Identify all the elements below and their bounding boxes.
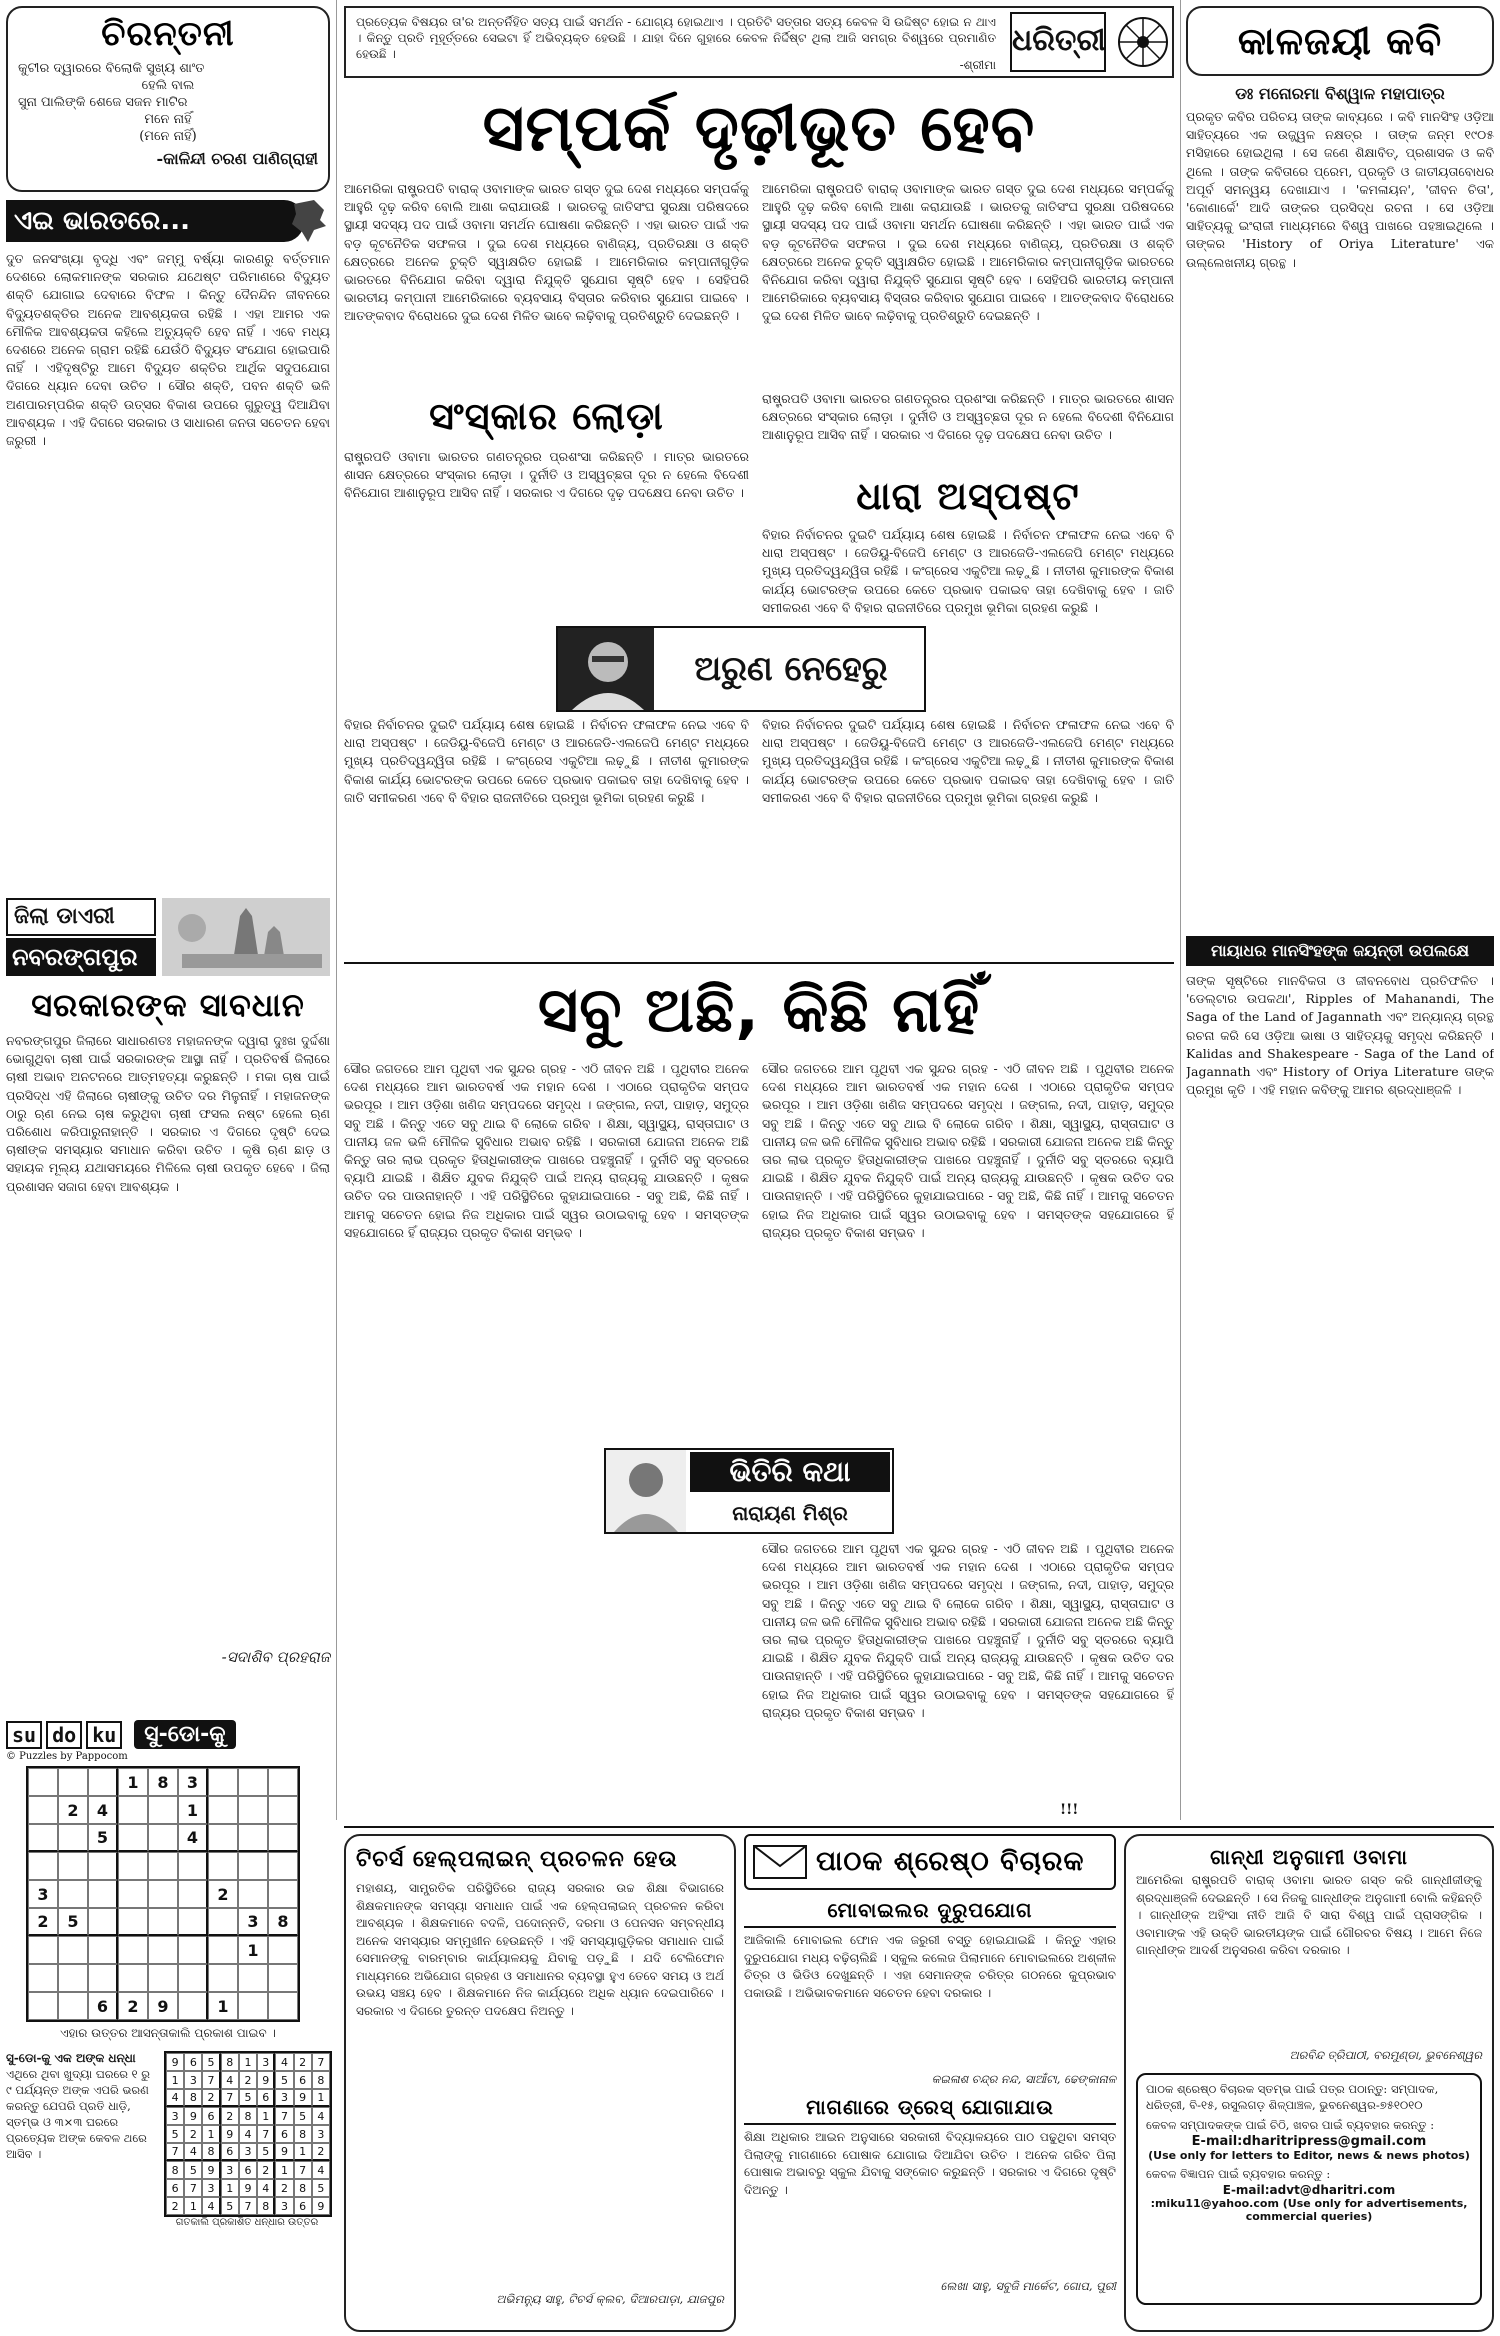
sudoku-cell[interactable]	[148, 1936, 178, 1964]
temple-photo	[162, 898, 330, 976]
sudoku-cell[interactable]	[58, 1768, 88, 1796]
sudoku-prev-cell: 8	[221, 2053, 239, 2071]
column-divider	[1180, 0, 1181, 1820]
sudoku-prev-cell: 8	[312, 2071, 330, 2089]
sudoku-prev-cell: 7	[184, 2179, 202, 2197]
sudoku-bottom	[6, 2051, 330, 2228]
arun-nehru-name: ଅରୁଣ ନେହେରୁ	[694, 649, 888, 689]
contact-email-ads-alt[interactable]: :miku11@yahoo.com (Use only for advertisements, commercial queries)	[1150, 2197, 1468, 2223]
masthead	[344, 6, 1174, 78]
sudoku-cell[interactable]: 5	[58, 1908, 88, 1936]
sudoku-cell[interactable]	[118, 1796, 148, 1824]
sudoku-prev-note: ଗତକାଲି ପ୍ରକାଶିତ ଧନ୍ଧାର ଉତ୍ତର	[175, 2217, 319, 2228]
sudoku-prev-cell: 6	[202, 2107, 220, 2125]
editorial-body-col2: ଆମେରିକା ରାଷ୍ଟ୍ରପତି ବାରାକ୍ ଓବାମାଙ୍କ ଭାରତ ଗସ୍ତ ଦୁଇ ଦେଶ ମଧ୍ୟରେ ସମ୍ପର୍କକୁ ଆହୁରି ଦୃଢ଼ କରିବ ବୋଲି ଆଶା କରାଯାଉଛି । ଭାରତକୁ ଜାତିସଂଘ ସୁରକ୍ଷା ପରିଷଦରେ ସ୍ଥାୟୀ ସଦସ୍ୟ ପଦ ପାଇଁ ଓବାମା ସମର୍ଥନ ଘୋଷଣା କରିଛନ୍ତି । ଏହା ଭାରତ ପାଇଁ ଏକ ବଡ଼ କୂଟନୈତିକ ସଫଳତା । ଦୁଇ ଦେଶ ମଧ୍ୟରେ ବାଣିଜ୍ୟ, ପ୍ରତିରକ୍ଷା ଓ ଶକ୍ତି କ୍ଷେତ୍ରରେ ଅନେକ ଚୁକ୍ତି ସ୍ୱାକ୍ଷରିତ ହୋଇଛି । ଆମେରିକାର କମ୍ପାନୀଗୁଡ଼ିକ ଭାରତରେ ବିନିଯୋଗ କରିବା ଦ୍ୱାରା ନିଯୁକ୍ତି ସୁଯୋଗ ସୃଷ୍ଟି ହେବ । ସେହିପରି ଭାରତୀୟ କମ୍ପାନୀ ଆମେରିକାରେ ବ୍ୟବସାୟ ବିସ୍ତାର କରିବାର ସୁଯୋଗ ପାଇବେ । ଆତଙ୍କବାଦ ବିରୋଧରେ ଦୁଇ ଦେଶ ମିଳିତ ଭାବେ ଲଢ଼ିବାକୁ ପ୍ରତିଶ୍ରୁତି ଦେଇଛନ୍ତି ।	[762, 181, 1174, 324]
dress-author: ଲେଖା ସାହୁ, ସବୁଜି ମାର୍କେଟ, ଗୋପ, ପୁରୀ	[940, 2279, 1116, 2293]
sudoku-cell[interactable]	[88, 1936, 118, 1964]
sabu-achhi-ending: !!!	[1060, 1802, 1079, 1818]
sabu-achhi-body-col3: ସୌର ଜଗତରେ ଆମ ପୃଥିବୀ ଏକ ସୁନ୍ଦର ଗ୍ରହ - ଏଠି ଜୀବନ ଅଛି । ପୃଥିବୀର ଅନେକ ଦେଶ ମଧ୍ୟରେ ଆମ ଭାରତବର୍ଷ ଏକ ମହାନ ଦେଶ । ଏଠାରେ ପ୍ରାକୃତିକ ସମ୍ପଦ ଭରପୂର । ଆମ ଓଡ଼ିଶା ଖଣିଜ ସମ୍ପଦରେ ସମୃଦ୍ଧ । ଜଙ୍ଗଲ, ନଦୀ, ପାହାଡ଼, ସମୁଦ୍ର ସବୁ ଅଛି । କିନ୍ତୁ ଏତେ ସବୁ ଥାଇ ବି ଲୋକେ ଗରିବ । ଶିକ୍ଷା, ସ୍ୱାସ୍ଥ୍ୟ, ରାସ୍ତାଘାଟ ଓ ପାନୀୟ ଜଳ ଭଳି ମୌଳିକ ସୁବିଧାର ଅଭାବ ରହିଛି । ସରକାରୀ ଯୋଜନା ଅନେକ ଅଛି କିନ୍ତୁ ତାର ଲାଭ ପ୍ରକୃତ ହିତାଧିକାରୀଙ୍କ ପାଖରେ ପହଞ୍ଚୁନାହିଁ । ଦୁର୍ନୀତି ସବୁ ସ୍ତରରେ ବ୍ୟାପି ଯାଇଛି । ଶିକ୍ଷିତ ଯୁବକ ନିଯୁକ୍ତି ପାଇଁ ଅନ୍ୟ ରାଜ୍ୟକୁ ଯାଉଛନ୍ତି । କୃଷକ ଉଚିତ ଦର ପାଉନାହାନ୍ତି । ଏହି ପରିସ୍ଥିତିରେ କୁହାଯାଇପାରେ - ସବୁ ଅଛି, କିଛି ନାହିଁ । ଆମକୁ ସଚେତନ ହୋଇ ନିଜ ଅଧିକାର ପାଇଁ ସ୍ୱର ଉଠାଇବାକୁ ହେବ । ସମସ୍ତଙ୍କ ସହଯୋଗରେ ହିଁ ରାଜ୍ୟର ପ୍ରକୃତ ବିକାଶ ସମ୍ଭବ ।	[762, 1541, 1174, 1720]
poem-line: କୁଟୀର ଦ୍ୱାରରେ ବିଲୋକି ସୁଖ୍ୟ ଶାଂତ	[18, 61, 205, 76]
sudoku-prev-cell: 6	[184, 2053, 202, 2071]
sudoku-cell[interactable]: 2	[58, 1796, 88, 1824]
sudoku-prev-cell: 7	[294, 2161, 312, 2179]
sudoku-prev-cell: 9	[166, 2053, 184, 2071]
sudoku-prev-cell: 7	[202, 2071, 220, 2089]
sudoku-prev-cell: 7	[312, 2053, 330, 2071]
sudoku-cell[interactable]: 2	[28, 1908, 58, 1936]
sudoku-cell[interactable]	[118, 1964, 148, 1992]
sudoku-prev-cell: 1	[312, 2089, 330, 2107]
section-rule	[344, 962, 1174, 964]
sabu-achhi-body-col1: ସୌର ଜଗତରେ ଆମ ପୃଥିବୀ ଏକ ସୁନ୍ଦର ଗ୍ରହ - ଏଠି ଜୀବନ ଅଛି । ପୃଥିବୀର ଅନେକ ଦେଶ ମଧ୍ୟରେ ଆମ ଭାରତବର୍ଷ ଏକ ମହାନ ଦେଶ । ଏଠାରେ ପ୍ରାକୃତିକ ସମ୍ପଦ ଭରପୂର । ଆମ ଓଡ଼ିଶା ଖଣିଜ ସମ୍ପଦରେ ସମୃଦ୍ଧ । ଜଙ୍ଗଲ, ନଦୀ, ପାହାଡ଼, ସମୁଦ୍ର ସବୁ ଅଛି । କିନ୍ତୁ ଏତେ ସବୁ ଥାଇ ବି ଲୋକେ ଗରିବ । ଶିକ୍ଷା, ସ୍ୱାସ୍ଥ୍ୟ, ରାସ୍ତାଘାଟ ଓ ପାନୀୟ ଜଳ ଭଳି ମୌଳିକ ସୁବିଧାର ଅଭାବ ରହିଛି । ସରକାରୀ ଯୋଜନା ଅନେକ ଅଛି କିନ୍ତୁ ତାର ଲାଭ ପ୍ରକୃତ ହିତାଧିକାରୀଙ୍କ ପାଖରେ ପହଞ୍ଚୁନାହିଁ । ଦୁର୍ନୀତି ସବୁ ସ୍ତରରେ ବ୍ୟାପି ଯାଇଛି । ଶିକ୍ଷିତ ଯୁବକ ନିଯୁକ୍ତି ପାଇଁ ଅନ୍ୟ ରାଜ୍ୟକୁ ଯାଉଛନ୍ତି । କୃଷକ ଉଚିତ ଦର ପାଉନାହାନ୍ତି । ଏହି ପରିସ୍ଥିତିରେ କୁହାଯାଇପାରେ - ସବୁ ଅଛି, କିଛି ନାହିଁ । ଆମକୁ ସଚେତନ ହୋଇ ନିଜ ଅଧିକାର ପାଇଁ ସ୍ୱର ଉଠାଇବାକୁ ହେବ । ସମସ୍ତଙ୍କ ସହଯୋଗରେ ହିଁ ରାଜ୍ୟର ପ୍ରକୃତ ବିକାଶ ସମ୍ଭବ ।	[344, 1061, 749, 1240]
sudoku-cell[interactable]	[148, 1880, 178, 1908]
sudoku-cell[interactable]	[58, 1964, 88, 1992]
teachers-author: ଅଭିମନ୍ୟୁ ସାହୁ, ଟିଚର୍ସ କ୍ଲବ, ଦିଆରପାଡ଼ା, ଯାଜପୁର	[496, 2292, 724, 2306]
sudoku-cell[interactable]	[208, 1964, 238, 1992]
arun-nehru-byline	[556, 626, 926, 712]
sudoku-brand-ku: ku	[86, 1721, 122, 1749]
reform-body: ରାଷ୍ଟ୍ରପତି ଓବାମା ଭାରତର ଗଣତନ୍ତ୍ରର ପ୍ରଶଂସା କରିଛନ୍ତି । ମାତ୍ର ଭାରତରେ ଶାସନ କ୍ଷେତ୍ରରେ ସଂସ୍କାର ଲୋଡ଼ା । ଦୁର୍ନୀତି ଓ ଅସ୍ୱଚ୍ଛତା ଦୂର ନ ହେଲେ ବିଦେଶୀ ବିନିଯୋଗ ଆଶାନୁରୂପ ଆସିବ ନାହିଁ । ସରକାର ଏ ଦିଗରେ ଦୃଢ଼ ପଦକ୍ଷେପ ନେବା ଉଚିତ ।	[344, 449, 749, 501]
sudoku-prev-cell: 6	[221, 2143, 239, 2161]
mobile-body: ଆଜିକାଲି ମୋବାଇଲ ଫୋନ ଏକ ଜରୁରୀ ବସ୍ତୁ ହୋଇଯାଇଛି । କିନ୍ତୁ ଏହାର ଦୁରୁପଯୋଗ ମଧ୍ୟ ବଢ଼ିଚାଲିଛି । ସ୍କୁଲ କଲେଜ ପିଲାମାନେ ମୋବାଇଲରେ ଅଶ୍ଳୀଳ ଚିତ୍ର ଓ ଭିଡିଓ ଦେଖୁଛନ୍ତି । ଏହା ସେମାନଙ୍କ ଚରିତ୍ର ଗଠନରେ କୁପ୍ରଭାବ ପକାଉଛି । ଅଭିଭାବକମାନେ ସଚେତନ ହେବା ଦରକାର ।	[744, 1933, 1116, 2000]
sudoku-prev-cell: 8	[294, 2125, 312, 2143]
sudoku-prev-cell: 6	[239, 2161, 257, 2179]
sudoku-prev-cell: 8	[202, 2143, 220, 2161]
sudoku-cell[interactable]	[118, 1880, 148, 1908]
unclear-body-top: ବିହାର ନିର୍ବାଚନର ଦୁଇଟି ପର୍ଯ୍ୟାୟ ଶେଷ ହୋଇଛି । ନିର୍ବାଚନ ଫଳାଫଳ ନେଇ ଏବେ ବି ଧାରା ଅସ୍ପଷ୍ଟ । ଜେଡିୟୁ-ବିଜେପି ମେଣ୍ଟ ଓ ଆରଜେଡି-ଏଲଜେପି ମେଣ୍ଟ ମଧ୍ୟରେ ମୁଖ୍ୟ ପ୍ରତିଦ୍ୱନ୍ଦ୍ୱିତା ରହିଛି । କଂଗ୍ରେସ ଏକୁଟିଆ ଲଢ଼ୁଛି । ନୀତୀଶ କୁମାରଙ୍କ ବିକାଶ କାର୍ଯ୍ୟ ଭୋଟରଙ୍କ ଉପରେ କେତେ ପ୍ରଭାବ ପକାଇବ ତାହା ଦେଖିବାକୁ ହେବ । ଜାତି ସମୀକରଣ ଏବେ ବି ବିହାର ରାଜନୀତିରେ ପ୍ରମୁଖ ଭୂମିକା ଗ୍ରହଣ କରୁଛି ।	[762, 527, 1174, 615]
sudoku-prev-cell: 1	[166, 2071, 184, 2089]
teachers-title: ଟିଚର୍ସ ହେଲ୍ପଲାଇନ୍ ପ୍ରଚଳନ ହେଉ	[356, 1847, 678, 1872]
teachers-body: ମହାଶୟ, ସାମ୍ପ୍ରତିକ ପରିସ୍ଥିତିରେ ରାଜ୍ୟ ସରକାର ଉଚ୍ଚ ଶିକ୍ଷା ବିଭାଗରେ ଶିକ୍ଷକମାନଙ୍କ ସମସ୍ୟା ସମାଧାନ ପାଇଁ ଏକ ହେଲ୍ପଲାଇନ୍ ପ୍ରଚଳନ କରିବା ଆବଶ୍ୟକ । ଶିକ୍ଷକମାନେ ବଦଳି, ପଦୋନ୍ନତି, ଦରମା ଓ ପେନସନ ସମ୍ବନ୍ଧୀୟ ଅନେକ ସମସ୍ୟାର ସମ୍ମୁଖୀନ ହେଉଛନ୍ତି । ଏହି ସମସ୍ୟାଗୁଡ଼ିକର ସମାଧାନ ପାଇଁ ସେମାନଙ୍କୁ ବାରମ୍ବାର କାର୍ଯ୍ୟାଳୟକୁ ଯିବାକୁ ପଡ଼ୁଛି । ଯଦି ଟେଲିଫୋନ ମାଧ୍ୟମରେ ଅଭିଯୋଗ ଗ୍ରହଣ ଓ ସମାଧାନର ବ୍ୟବସ୍ଥା ହୁଏ ତେବେ ସମୟ ଓ ଅର୍ଥ ଉଭୟ ସଞ୍ଚୟ ହେବ । ଶିକ୍ଷକମାନେ ନିଜ କାର୍ଯ୍ୟରେ ଅଧିକ ଧ୍ୟାନ ଦେଇପାରିବେ । ସରକାର ଏ ଦିଗରେ ତୁରନ୍ତ ପଦକ୍ଷେପ ନିଅନ୍ତୁ ।	[356, 1881, 724, 2018]
sudoku-cell[interactable]	[268, 1880, 298, 1908]
gandhi-body: ଆମେରିକା ରାଷ୍ଟ୍ରପତି ବାରାକ୍ ଓବାମା ଭାରତ ଗସ୍ତ କରି ଗାନ୍ଧୀଜୀଙ୍କୁ ଶ୍ରଦ୍ଧାଞ୍ଜଳି ଦେଇଛନ୍ତି । ସେ ନିଜକୁ ଗାନ୍ଧୀଙ୍କ ଅନୁଗାମୀ ବୋଲି କହିଛନ୍ତି । ଗାନ୍ଧୀଙ୍କ ଅହିଂସା ନୀତି ଆଜି ବି ସାରା ବିଶ୍ୱ ପାଇଁ ପ୍ରାସଙ୍ଗିକ । ଓବାମାଙ୍କ ଏହି ଉକ୍ତି ଭାରତୀୟଙ୍କ ପାଇଁ ଗୌରବର ବିଷୟ । ଆମେ ନିଜେ ଗାନ୍ଧୀଙ୍କ ଆଦର୍ଶ ଅନୁସରଣ କରିବା ଦରକାର ।	[1136, 1873, 1482, 1957]
sudoku-cell[interactable]: 8	[148, 1768, 178, 1796]
chirantani-author: -କାଳିନ୍ଦୀ ଚରଣ ପାଣିଗ୍ରାହୀ	[156, 149, 318, 168]
sudoku-rules-text: ଏଥିରେ ଥିବା ଖୁଦ୍ୟା ଘରରେ ୧ ରୁ ୯ ପର୍ଯ୍ୟନ୍ତ ଅଙ୍କ ଏପରି ଭରଣ କରନ୍ତୁ ଯେପରି ପ୍ରତି ଧାଡ଼ି, ସ୍ତମ୍ଭ ଓ ୩×୩ ଘରରେ ପ୍ରତ୍ୟେକ ଅଙ୍କ କେବଳ ଥରେ ଆସିବ ।	[6, 2067, 150, 2161]
sudoku-cell[interactable]	[238, 1824, 268, 1852]
editorial-continued: ରାଷ୍ଟ୍ରପତି ଓବାମା ଭାରତର ଗଣତନ୍ତ୍ରର ପ୍ରଶଂସା କରିଛନ୍ତି । ମାତ୍ର ଭାରତରେ ଶାସନ କ୍ଷେତ୍ରରେ ସଂସ୍କାର ଲୋଡ଼ା । ଦୁର୍ନୀତି ଓ ଅସ୍ୱଚ୍ଛତା ଦୂର ନ ହେଲେ ବିଦେଶୀ ବିନିଯୋଗ ଆଶାନୁରୂପ ଆସିବ ନାହିଁ । ସରକାର ଏ ଦିଗରେ ଦୃଢ଼ ପଦକ୍ଷେପ ନେବା ଉଚିତ ।	[762, 391, 1174, 443]
sudoku-answer-note: ଏହାର ଉତ୍ତର ଆସନ୍ତାକାଲି ପ୍ରକାଶ ପାଇବ ।	[60, 2026, 276, 2040]
sudoku-prev-cell: 6	[166, 2179, 184, 2197]
sudoku-prev-cell: 3	[184, 2071, 202, 2089]
sudoku-prev-cell: 5	[275, 2071, 293, 2089]
contact-box	[1136, 2073, 1482, 2305]
sudoku-cell[interactable]	[118, 1852, 148, 1880]
sudoku-cell[interactable]	[58, 1880, 88, 1908]
sudoku-cell[interactable]: 2	[118, 1992, 148, 2020]
sudoku-prev-cell: 5	[312, 2179, 330, 2197]
sudoku-prev-cell: 6	[294, 2197, 312, 2215]
sudoku-cell[interactable]	[148, 1824, 178, 1852]
sudoku-prev-cell: 9	[221, 2125, 239, 2143]
sudoku-cell[interactable]	[88, 1964, 118, 1992]
column-divider	[336, 0, 337, 1820]
jilla-diary-label: ଜିଲା ଡାଏରୀ	[6, 898, 156, 936]
sudoku-prev-cell: 7	[257, 2125, 275, 2143]
sudoku-prev-cell: 5	[166, 2125, 184, 2143]
sudoku-prev-cell: 9	[184, 2107, 202, 2125]
unclear-body-left: ବିହାର ନିର୍ବାଚନର ଦୁଇଟି ପର୍ଯ୍ୟାୟ ଶେଷ ହୋଇଛି । ନିର୍ବାଚନ ଫଳାଫଳ ନେଇ ଏବେ ବି ଧାରା ଅସ୍ପଷ୍ଟ । ଜେଡିୟୁ-ବିଜେପି ମେଣ୍ଟ ଓ ଆରଜେଡି-ଏଲଜେପି ମେଣ୍ଟ ମଧ୍ୟରେ ମୁଖ୍ୟ ପ୍ରତିଦ୍ୱନ୍ଦ୍ୱିତା ରହିଛି । କଂଗ୍ରେସ ଏକୁଟିଆ ଲଢ଼ୁଛି । ନୀତୀଶ କୁମାରଙ୍କ ବିକାଶ କାର୍ଯ୍ୟ ଭୋଟରଙ୍କ ଉପରେ କେତେ ପ୍ରଭାବ ପକାଇବ ତାହା ଦେଖିବାକୁ ହେବ । ଜାତି ସମୀକରଣ ଏବେ ବି ବିହାର ରାଜନୀତିରେ ପ୍ରମୁଖ ଭୂମିକା ଗ୍ରହଣ କରୁଛି ।	[344, 717, 749, 805]
ei-bharatare-body: ଦୁତ ଜନସଂଖ୍ୟା ବୃଦ୍ଧି ଏବଂ ଜମ୍ମୁ ବର୍ଷ୍ୟା କାରଣରୁ ବର୍ତ୍ତମାନ ଦେଶରେ ଲୋକମାନଙ୍କ ସରକାର ଯଥେଷ୍ଟ ପରିମାଣରେ ବିଦ୍ୟୁତ ଶକ୍ତି ଯୋଗାଇ ଦେବାରେ ବିଫଳ । କିନ୍ତୁ ଦୈନନ୍ଦିନ ଜୀବନରେ ବିଦ୍ୟୁତଶକ୍ତିର ଅନେକ ଆବଶ୍ୟକତା ରହିଛି । ଏହା ଆମର ଏକ ମୌଳିକ ଆବଶ୍ୟକତା କହିଲେ ଅତ୍ୟୁକ୍ତି ହେବ ନାହିଁ । ଏବେ ମଧ୍ୟ ଦେଶରେ ଅନେକ ଗ୍ରାମ ରହିଛି ଯେଉଁଠି ବିଦ୍ୟୁତ ସଂଯୋଗ ହୋଇପାରି ନାହିଁ । ଏହିଦୃଷ୍ଟିରୁ ଆମେ ବିଦ୍ୟୁତ ଶକ୍ତିର ଆର୍ଥିକ ସଦୁପଯୋଗ ଦିଗରେ ଧ୍ୟାନ ଦେବା ଉଚିତ । ସୌର ଶକ୍ତି, ପବନ ଶକ୍ତି ଭଳି ଅଣପାରମ୍ପରିକ ଶକ୍ତି ଉତ୍ସର ବିକାଶ ଉପରେ ଗୁରୁତ୍ୱ ଦିଆଯିବା ଆବଶ୍ୟକ । ଏହି ଦିଗରେ ସରକାର ଓ ସାଧାରଣ ଜନତା ସଚେତନ ହେବା ଜରୁରୀ ।	[6, 251, 330, 449]
sudoku-prev-cell: 5	[221, 2197, 239, 2215]
sudoku-cell[interactable]: 1	[178, 1796, 208, 1824]
sudoku-prev-cell: 6	[275, 2125, 293, 2143]
sudoku-cell[interactable]: 1	[238, 1936, 268, 1964]
sudoku-cell[interactable]: 4	[178, 1824, 208, 1852]
sudoku-prev-cell: 3	[275, 2089, 293, 2107]
dharitri-logo: ଧରିତ୍ରୀ	[1010, 12, 1106, 72]
kalajayee-author: ଡଃ ମନୋରମା ବିଶ୍ୱାଳ ମହାପାତ୍ର	[1235, 84, 1445, 103]
poem-line: ହେଲି ବାଲ	[141, 78, 195, 93]
chirantani-title: ଚିରନ୍ତନୀ	[101, 14, 235, 54]
sudoku-cell[interactable]: 5	[88, 1824, 118, 1852]
sudoku-cell[interactable]: 2	[208, 1880, 238, 1908]
poem-line: ସୁନା ପାଲିଙ୍କି ଶେଜେ ସଜନ ମାଟିର	[18, 95, 188, 110]
mobile-author: କଇଳାଶ ଚନ୍ଦ୍ର ନନ୍ଦ, ସାଆଁଟା, ଢେଙ୍କାନାଳ	[931, 2072, 1116, 2086]
gandhi-title: ଗାନ୍ଧୀ ଅନୁଗାମୀ ଓବାମା	[1210, 1845, 1408, 1869]
sudoku-cell[interactable]	[238, 1880, 268, 1908]
temple-image	[162, 898, 330, 976]
sudoku-cell[interactable]	[58, 1824, 88, 1852]
contact-email-ads[interactable]: E-mail:advt@dharitri.com	[1222, 2183, 1396, 2197]
sudoku-cell[interactable]: 1	[118, 1768, 148, 1796]
dress-title: ମାଗଣାରେ ଡ୍ରେସ୍ ଯୋଗାଯାଉ	[744, 2091, 1116, 2125]
contact-intro: ପାଠକ ଶ୍ରେଷ୍ଠ ବିଚାରକ ସ୍ତମ୍ଭ ପାଇଁ ପତ୍ର ପଠାନ୍ତୁ: ସମ୍ପାଦକ, ଧରିତ୍ରୀ, ବି-୧୫, ରସୁଲଗଡ଼ ଶିଳ୍ପାଞ୍ଚଳ, ଭୁବନେଶ୍ୱର-୭୫୧୦୧୦	[1146, 2082, 1439, 2112]
sudoku-cell[interactable]: 3	[238, 1908, 268, 1936]
sudoku-prev-cell: 8	[184, 2089, 202, 2107]
sudoku-cell[interactable]	[208, 1796, 238, 1824]
kalajayee-body: ପ୍ରକୃତ କବିର ପରିଚୟ ତାଙ୍କ କାବ୍ୟରେ । କବି ମାନସିଂହ ଓଡ଼ିଆ ସାହିତ୍ୟରେ ଏକ ଉଜ୍ଜ୍ୱଳ ନକ୍ଷତ୍ର । ତାଙ୍କ ଜନ୍ମ ୧୯୦୫ ମସିହାରେ ହୋଇଥିଲା । ସେ ଜଣେ ଶିକ୍ଷାବିତ୍, ପ୍ରଶାସକ ଓ କବି ଥିଲେ । ତାଙ୍କ କବିତାରେ ପ୍ରେମ, ପ୍ରକୃତି ଓ ଜାତୀୟତାବୋଧର ଅପୂର୍ବ ସମନ୍ୱୟ ଦେଖାଯାଏ । 'କମଳାୟନ', 'ଜୀବନ ଚିତା', 'କୋଣାର୍କେ' ଆଦି ତାଙ୍କର ପ୍ରସିଦ୍ଧ ରଚନା । ସେ ଓଡ଼ିଆ ସାହିତ୍ୟକୁ ଇଂରାଜୀ ମାଧ୍ୟମରେ ବିଶ୍ୱ ପାଖରେ ପହଞ୍ଚାଇଥିଲେ । ତାଙ୍କର 'History of Oriya Literature' ଏକ ଉଲ୍ଲେଖନୀୟ ଗ୍ରନ୍ଥ ।	[1186, 109, 1494, 270]
sudoku-prev-cell: 4	[239, 2125, 257, 2143]
dress-body: ଶିକ୍ଷା ଅଧିକାର ଆଇନ ଅନୁସାରେ ସରକାରୀ ବିଦ୍ୟାଳୟରେ ପାଠ ପଢୁଥିବା ସମସ୍ତ ପିଲାଙ୍କୁ ମାଗଣାରେ ପୋଷାକ ଯୋଗାଇ ଦିଆଯିବା ଉଚିତ । ଅନେକ ଗରିବ ପିଲା ପୋଷାକ ଅଭାବରୁ ସ୍କୁଲ ଯିବାକୁ ସଙ୍କୋଚ କରୁଛନ୍ତି । ସରକାର ଏ ଦିଗରେ ଦୃଷ୍ଟି ଦିଅନ୍ତୁ ।	[744, 2130, 1116, 2197]
sudoku-prev-cell: 7	[221, 2089, 239, 2107]
sudoku-prev-cell: 4	[312, 2107, 330, 2125]
sudoku-cell[interactable]	[238, 1992, 268, 2020]
sudoku-prev-cell: 8	[257, 2197, 275, 2215]
sudoku-prev-solution	[164, 2051, 332, 2217]
sabu-achhi-body-col2: ସୌର ଜଗତରେ ଆମ ପୃଥିବୀ ଏକ ସୁନ୍ଦର ଗ୍ରହ - ଏଠି ଜୀବନ ଅଛି । ପୃଥିବୀର ଅନେକ ଦେଶ ମଧ୍ୟରେ ଆମ ଭାରତବର୍ଷ ଏକ ମହାନ ଦେଶ । ଏଠାରେ ପ୍ରାକୃତିକ ସମ୍ପଦ ଭରପୂର । ଆମ ଓଡ଼ିଶା ଖଣିଜ ସମ୍ପଦରେ ସମୃଦ୍ଧ । ଜଙ୍ଗଲ, ନଦୀ, ପାହାଡ଼, ସମୁଦ୍ର ସବୁ ଅଛି । କିନ୍ତୁ ଏତେ ସବୁ ଥାଇ ବି ଲୋକେ ଗରିବ । ଶିକ୍ଷା, ସ୍ୱାସ୍ଥ୍ୟ, ରାସ୍ତାଘାଟ ଓ ପାନୀୟ ଜଳ ଭଳି ମୌଳିକ ସୁବିଧାର ଅଭାବ ରହିଛି । ସରକାରୀ ଯୋଜନା ଅନେକ ଅଛି କିନ୍ତୁ ତାର ଲାଭ ପ୍ରକୃତ ହିତାଧିକାରୀଙ୍କ ପାଖରେ ପହଞ୍ଚୁନାହିଁ । ଦୁର୍ନୀତି ସବୁ ସ୍ତରରେ ବ୍ୟାପି ଯାଇଛି । ଶିକ୍ଷିତ ଯୁବକ ନିଯୁକ୍ତି ପାଇଁ ଅନ୍ୟ ରାଜ୍ୟକୁ ଯାଉଛନ୍ତି । କୃଷକ ଉଚିତ ଦର ପାଉନାହାନ୍ତି । ଏହି ପରିସ୍ଥିତିରେ କୁହାଯାଇପାରେ - ସବୁ ଅଛି, କିଛି ନାହିଁ । ଆମକୁ ସଚେତନ ହୋଇ ନିଜ ଅଧିକାର ପାଇଁ ସ୍ୱର ଉଠାଇବାକୁ ହେବ । ସମସ୍ତଙ୍କ ସହଯୋଗରେ ହିଁ ରାଜ୍ୟର ପ୍ରକୃତ ବିକାଶ ସମ୍ଭବ ।	[762, 1061, 1174, 1240]
sudoku-cell[interactable]: 1	[208, 1992, 238, 2020]
sudoku-prev-cell: 5	[294, 2107, 312, 2125]
sudoku-cell[interactable]	[238, 1964, 268, 1992]
sudoku-rules	[6, 2051, 156, 2228]
sarakar-sabadhan-section	[6, 982, 330, 1666]
sudoku-grid[interactable]	[26, 1766, 300, 2022]
sudoku-prev-cell: 2	[312, 2143, 330, 2161]
sudoku-prev-cell: 4	[221, 2071, 239, 2089]
sudoku-prev-cell: 9	[312, 2197, 330, 2215]
contact-email-editor[interactable]: E-mail:dharitripress@gmail.com	[1191, 2134, 1427, 2149]
sudoku-prev-cell: 1	[294, 2143, 312, 2161]
sudoku-cell[interactable]	[28, 1936, 58, 1964]
sudoku-cell[interactable]	[88, 1852, 118, 1880]
narayan-mishra-name: ନାରାୟଣ ମିଶ୍ର	[732, 1501, 848, 1525]
jilla-diary	[6, 898, 330, 976]
gandhi-letter	[1124, 1834, 1494, 2332]
sudoku-cell[interactable]	[148, 1852, 178, 1880]
sudoku-cell[interactable]	[208, 1768, 238, 1796]
sudoku-cell[interactable]	[58, 1852, 88, 1880]
sudoku-prev-cell: 2	[257, 2161, 275, 2179]
sudoku-prev-cell: 3	[239, 2143, 257, 2161]
sudoku-credit: © Puzzles by Pappocom	[6, 1751, 128, 1762]
sudoku-cell[interactable]	[28, 1768, 58, 1796]
sudoku-cell[interactable]	[238, 1796, 268, 1824]
sudoku-brand-su: su	[6, 1721, 42, 1749]
sudoku-prev-cell: 4	[257, 2179, 275, 2197]
sudoku-cell[interactable]	[268, 1852, 298, 1880]
sudoku-cell[interactable]: 3	[178, 1768, 208, 1796]
chirantani-poem	[18, 60, 318, 145]
sudoku-cell[interactable]	[28, 1964, 58, 1992]
reform-subheadline: ସଂସ୍କାର ଲୋଡ଼ା	[429, 394, 664, 438]
sudoku-cell[interactable]	[118, 1936, 148, 1964]
sudoku-cell[interactable]	[268, 1824, 298, 1852]
sudoku-cell[interactable]	[88, 1768, 118, 1796]
envelope-icon	[752, 1842, 808, 1882]
sudoku-prev-cell: 5	[257, 2143, 275, 2161]
letters-column	[744, 1834, 1116, 2332]
sudoku-cell[interactable]	[208, 1852, 238, 1880]
sarakar-body: ନବରଙ୍ଗପୁର ଜିଲାରେ ସାଧାରଣତଃ ମହାଜନଙ୍କ ଦ୍ୱାରା ଦୁଃଖ ଦୁର୍ଦ୍ଦଶା ଭୋଗୁଥିବା ଚାଷୀ ପାଇଁ ସରକାରଙ୍କ ଆସ୍ଥା ନାହିଁ । ପ୍ରତିବର୍ଷ ଜିଲାରେ ଚାଷୀ ଅଭାବ ଅନଟନରେ ଆତ୍ମହତ୍ୟା କରୁଛନ୍ତି । ମକା ଚାଷ ପାଇଁ ପ୍ରସିଦ୍ଧ ଏହି ଜିଲାରେ ଚାଷୀଙ୍କୁ ଉଚିତ ଦର ମିଳୁନାହିଁ । ମହାଜନଙ୍କ ଠାରୁ ଋଣ ନେଇ ଚାଷ କରୁଥିବା ଚାଷୀ ଫସଲ ନଷ୍ଟ ହେଲେ ଋଣ ପରିଶୋଧ କରିପାରୁନାହାନ୍ତି । ସରକାର ଏ ଦିଗରେ ଦୃଷ୍ଟି ଦେଇ ଚାଷୀଙ୍କ ସମସ୍ୟାର ସମାଧାନ କରିବା ଉଚିତ । କୃଷି ଋଣ ଛାଡ଼ ଓ ସହାୟକ ମୂଲ୍ୟ ଯଥାସମୟରେ ମିଳିଲେ ଚାଷୀ ଉପକୃତ ହେବେ । ଜିଲା ପ୍ରଶାସନ ସଜାଗ ହେବା ଆବଶ୍ୟକ ।	[6, 1033, 330, 1194]
sudoku-cell[interactable]	[28, 1796, 58, 1824]
letters-rule	[344, 1826, 1494, 1828]
sudoku-prev-cell: 6	[257, 2089, 275, 2107]
contact-email-label: କେବଳ ସମ୍ପାଦକଙ୍କ ପାଇଁ ଚିଠି, ଖବର ପାଇଁ ବ୍ୟବହାର କରନ୍ତୁ :	[1146, 2118, 1435, 2132]
sudoku-prev-cell: 1	[275, 2161, 293, 2179]
sudoku-prev-cell: 4	[184, 2143, 202, 2161]
chirantani-box	[6, 6, 330, 192]
gandhi-author: ଅରବିନ୍ଦ ତ୍ରିପାଠୀ, ବରମୁଣ୍ଡା, ଭୁବନେଶ୍ୱର	[1289, 2048, 1482, 2062]
sudoku-rules-title: ସୁ-ଡୋ-କୁ ଏକ ଅଙ୍କ ଧନ୍ଧା	[6, 2051, 136, 2065]
sudoku-prev-cell: 4	[166, 2089, 184, 2107]
sudoku-cell[interactable]: 4	[88, 1796, 118, 1824]
sudoku-cell[interactable]	[238, 1768, 268, 1796]
sudoku-prev-cell: 3	[312, 2125, 330, 2143]
sudoku-prev-cell: 2	[275, 2179, 293, 2197]
sudoku-prev-cell: 1	[202, 2125, 220, 2143]
sudoku-cell[interactable]: 6	[88, 1992, 118, 2020]
sudoku-prev-cell: 5	[202, 2053, 220, 2071]
sudoku-prev-cell: 1	[221, 2179, 239, 2197]
unclear-subheadline: ଧାରା ଅସ୍ପଷ୍ଟ	[856, 474, 1080, 518]
sudoku-cell[interactable]	[148, 1908, 178, 1936]
sarakar-author: -ସଦାଶିବ ପ୍ରହରାଜ	[221, 1648, 330, 1666]
sudoku-prev-cell: 9	[294, 2089, 312, 2107]
bhitiri-katha-label: ଭିତିରି କଥା	[690, 1452, 890, 1492]
sudoku-prev-cell: 7	[166, 2143, 184, 2161]
sudoku-prev-cell: 5	[184, 2161, 202, 2179]
sudoku-prev-cell: 8	[166, 2161, 184, 2179]
sudoku-prev-cell: 3	[166, 2107, 184, 2125]
arun-nehru-photo	[558, 628, 654, 710]
sudoku-prev	[164, 2051, 330, 2228]
sudoku-prev-cell: 8	[239, 2107, 257, 2125]
narayan-mishra-photo	[606, 1450, 686, 1532]
sudoku-cell[interactable]	[88, 1908, 118, 1936]
sudoku-cell[interactable]	[28, 1992, 58, 2020]
wheel-logo-icon	[1116, 14, 1170, 70]
ei-bharatare-title: ଏଇ ଭାରତରେ...	[6, 200, 304, 242]
sudoku-cell[interactable]	[268, 1936, 298, 1964]
sudoku-cell[interactable]	[58, 1992, 88, 2020]
bhitiri-katha-byline	[604, 1448, 894, 1534]
jilla-diary-place: ନବରଙ୍ଗପୁର	[6, 938, 156, 976]
sudoku-prev-cell: 3	[221, 2161, 239, 2179]
sudoku-brand-do: do	[46, 1721, 82, 1749]
sarakar-title: ସରକାରଙ୍କ ସାବଧାନ	[31, 986, 305, 1024]
sudoku-cell[interactable]	[178, 1964, 208, 1992]
masthead-quote: ପ୍ରତ୍ୟେକ ବିଷୟର ତା'ର ଅନ୍ତର୍ନିହିତ ସତ୍ୟ ପାଇଁ ସମର୍ଥନ - ଯୋଗ୍ୟ ହୋଇଥାଏ । ପ୍ରତିଟି ସତ୍ତାର ସତ୍ୟ କେବଳ ସି ଉଦ୍ଦିଷ୍ଟ ହୋଇ ନ ଥାଏ । କିନ୍ତୁ ପ୍ରତି ମୂହୂର୍ତ୍ତରେ ସେଇଟା ହିଁ ଅଭିବ୍ୟକ୍ତ ହେଉଛି । ଯାହା ଦିନେ ଗୁହାରେ କେବଳ ନିର୍ଦ୍ଦିଷ୍ଟ ଥିଲା ଆଜି ସମଗ୍ର ବିଶ୍ୱରେ ପ୍ରମାଣିତ ହେଉଛି ।	[356, 15, 996, 61]
sudoku-cell[interactable]	[268, 1796, 298, 1824]
sudoku-prev-cell: 7	[239, 2197, 257, 2215]
sudoku-prev-cell: 1	[257, 2107, 275, 2125]
sudoku-prev-cell: 2	[294, 2053, 312, 2071]
sudoku-prev-cell: 2	[202, 2089, 220, 2107]
sudoku-prev-cell: 2	[184, 2125, 202, 2143]
poem-line: (ମନେ ନାହିଁ)	[139, 129, 197, 144]
sudoku-cell[interactable]	[118, 1824, 148, 1852]
india-map-icon	[284, 196, 332, 246]
sudoku-cell[interactable]	[268, 1768, 298, 1796]
sudoku-prev-cell: 1	[184, 2197, 202, 2215]
editorial-headline: ସମ୍ପର୍କ ଦୃଢ଼ୀଭୂତ ହେବ	[482, 92, 1036, 166]
sudoku-prev-cell: 3	[275, 2197, 293, 2215]
sudoku-cell[interactable]	[28, 1824, 58, 1852]
letters-title: ପାଠକ ଶ୍ରେଷ୍ଠ ବିଚାରକ	[816, 1846, 1085, 1877]
sudoku-cell[interactable]	[268, 1964, 298, 1992]
sudoku-prev-cell: 5	[239, 2089, 257, 2107]
sudoku-cell[interactable]	[88, 1880, 118, 1908]
sudoku-cell[interactable]	[178, 1936, 208, 1964]
kalajayee-body-2: ତାଙ୍କ ସୃଷ୍ଟିରେ ମାନବିକତା ଓ ଜୀବନବୋଧ ପ୍ରତିଫଳିତ । 'ଡେଲ୍ଟାର ଉପକଥା', Ripples of Mahanandi, The Saga of the Land of Jagannath ଏବଂ ଅନ୍ୟାନ୍ୟ ଗ୍ରନ୍ଥ ରଚନା କରି ସେ ଓଡ଼ିଆ ଭାଷା ଓ ସାହିତ୍ୟକୁ ସମୃଦ୍ଧ କରିଛନ୍ତି । Kalidas and Shakespeare - Saga of the Land of Jagannath ଏବଂ History of Oriya Literature ତାଙ୍କ ପ୍ରମୁଖ କୃତି । ଏହି ମହାନ କବିଙ୍କୁ ଆମର ଶ୍ରଦ୍ଧାଞ୍ଜଳି ।	[1186, 973, 1494, 1098]
sudoku-cell[interactable]	[58, 1936, 88, 1964]
sudoku-prev-cell: 3	[257, 2053, 275, 2071]
kalajayee-title: କାଳଜୟୀ କବି	[1237, 19, 1443, 63]
sudoku-prev-cell: 4	[202, 2197, 220, 2215]
sudoku-cell[interactable]	[28, 1852, 58, 1880]
sudoku-prev-cell: 3	[202, 2179, 220, 2197]
sudoku-cell[interactable]	[268, 1992, 298, 2020]
sudoku-cell[interactable]	[118, 1908, 148, 1936]
sudoku-prev-cell: 4	[312, 2161, 330, 2179]
editorial-body-col1: ଆମେରିକା ରାଷ୍ଟ୍ରପତି ବାରାକ୍ ଓବାମାଙ୍କ ଭାରତ ଗସ୍ତ ଦୁଇ ଦେଶ ମଧ୍ୟରେ ସମ୍ପର୍କକୁ ଆହୁରି ଦୃଢ଼ କରିବ ବୋଲି ଆଶା କରାଯାଉଛି । ଭାରତକୁ ଜାତିସଂଘ ସୁରକ୍ଷା ପରିଷଦରେ ସ୍ଥାୟୀ ସଦସ୍ୟ ପଦ ପାଇଁ ଓବାମା ସମର୍ଥନ ଘୋଷଣା କରିଛନ୍ତି । ଏହା ଭାରତ ପାଇଁ ଏକ ବଡ଼ କୂଟନୈତିକ ସଫଳତା । ଦୁଇ ଦେଶ ମଧ୍ୟରେ ବାଣିଜ୍ୟ, ପ୍ରତିରକ୍ଷା ଓ ଶକ୍ତି କ୍ଷେତ୍ରରେ ଅନେକ ଚୁକ୍ତି ସ୍ୱାକ୍ଷରିତ ହୋଇଛି । ଆମେରିକାର କମ୍ପାନୀଗୁଡ଼ିକ ଭାରତରେ ବିନିଯୋଗ କରିବା ଦ୍ୱାରା ନିଯୁକ୍ତି ସୁଯୋଗ ସୃଷ୍ଟି ହେବ । ସେହିପରି ଭାରତୀୟ କମ୍ପାନୀ ଆମେରିକାରେ ବ୍ୟବସାୟ ବିସ୍ତାର କରିବାର ସୁଯୋଗ ପାଇବେ । ଆତଙ୍କବାଦ ବିରୋଧରେ ଦୁଇ ଦେଶ ମିଳିତ ଭାବେ ଲଢ଼ିବାକୁ ପ୍ରତିଶ୍ରୁତି ଦେଇଛନ୍ତି ।	[344, 181, 749, 324]
sudoku-cell[interactable]	[178, 1880, 208, 1908]
sudoku-odia-title: ସୁ-ଡୋ-କୁ	[134, 1720, 235, 1749]
ei-bharatare-header	[6, 200, 330, 236]
sudoku-cell[interactable]	[208, 1936, 238, 1964]
mobile-title: ମୋବାଇଲର ଦୁରୁପଯୋଗ	[744, 1894, 1116, 1928]
sudoku-cell[interactable]: 9	[148, 1992, 178, 2020]
sudoku-prev-cell: 9	[239, 2179, 257, 2197]
sudoku-prev-cell: 7	[275, 2107, 293, 2125]
contact-ads-label: କେବଳ ବିଜ୍ଞାପନ ପାଇଁ ବ୍ୟବହାର କରନ୍ତୁ :	[1146, 2167, 1331, 2181]
kalajayee-section-bar: ମାୟାଧର ମାନସିଂହଙ୍କ ଜୟନ୍ତୀ ଉପଲକ୍ଷେ	[1186, 936, 1494, 966]
kalajayee-title-box	[1186, 6, 1494, 76]
sudoku-cell[interactable]	[178, 1852, 208, 1880]
sudoku-cell[interactable]	[178, 1992, 208, 2020]
sudoku-prev-cell: 2	[239, 2071, 257, 2089]
sudoku-prev-cell: 6	[294, 2071, 312, 2089]
sudoku-prev-cell: 9	[257, 2071, 275, 2089]
sudoku-cell[interactable]	[148, 1796, 178, 1824]
sudoku-prev-cell: 9	[202, 2161, 220, 2179]
sudoku-prev-cell: 2	[166, 2197, 184, 2215]
sudoku-header	[6, 1720, 330, 1749]
sudoku-cell[interactable]	[178, 1908, 208, 1936]
letters-title-box	[744, 1834, 1116, 1890]
sudoku-cell[interactable]: 3	[28, 1880, 58, 1908]
masthead-quote-author: -ଶ୍ରୀମା	[959, 58, 996, 72]
sudoku-prev-cell: 9	[275, 2143, 293, 2161]
sudoku-prev-cell: 4	[275, 2053, 293, 2071]
sudoku-cell[interactable]	[238, 1852, 268, 1880]
sudoku-prev-cell: 2	[221, 2107, 239, 2125]
sudoku-cell[interactable]	[208, 1908, 238, 1936]
sudoku-cell[interactable]	[148, 1964, 178, 1992]
sabu-achhi-headline: ସବୁ ଅଛି, କିଛି ନାହିଁ	[537, 973, 981, 1046]
contact-email-editor-note: (Use only for letters to Editor, news & news photos)	[1148, 2149, 1470, 2162]
sudoku-prev-cell: 1	[239, 2053, 257, 2071]
sudoku-section	[6, 1720, 330, 2228]
teachers-letter	[344, 1834, 736, 2332]
poem-line: ମନେ ନାହିଁ	[144, 112, 192, 127]
sudoku-cell[interactable]	[208, 1824, 238, 1852]
sudoku-cell[interactable]: 8	[268, 1908, 298, 1936]
unclear-body-right: ବିହାର ନିର୍ବାଚନର ଦୁଇଟି ପର୍ଯ୍ୟାୟ ଶେଷ ହୋଇଛି । ନିର୍ବାଚନ ଫଳାଫଳ ନେଇ ଏବେ ବି ଧାରା ଅସ୍ପଷ୍ଟ । ଜେଡିୟୁ-ବିଜେପି ମେଣ୍ଟ ଓ ଆରଜେଡି-ଏଲଜେପି ମେଣ୍ଟ ମଧ୍ୟରେ ମୁଖ୍ୟ ପ୍ରତିଦ୍ୱନ୍ଦ୍ୱିତା ରହିଛି । କଂଗ୍ରେସ ଏକୁଟିଆ ଲଢ଼ୁଛି । ନୀତୀଶ କୁମାରଙ୍କ ବିକାଶ କାର୍ଯ୍ୟ ଭୋଟରଙ୍କ ଉପରେ କେତେ ପ୍ରଭାବ ପକାଇବ ତାହା ଦେଖିବାକୁ ହେବ । ଜାତି ସମୀକରଣ ଏବେ ବି ବିହାର ରାଜନୀତିରେ ପ୍ରମୁଖ ଭୂମିକା ଗ୍ରହଣ କରୁଛି ।	[762, 717, 1174, 805]
sudoku-prev-cell: 8	[294, 2179, 312, 2197]
